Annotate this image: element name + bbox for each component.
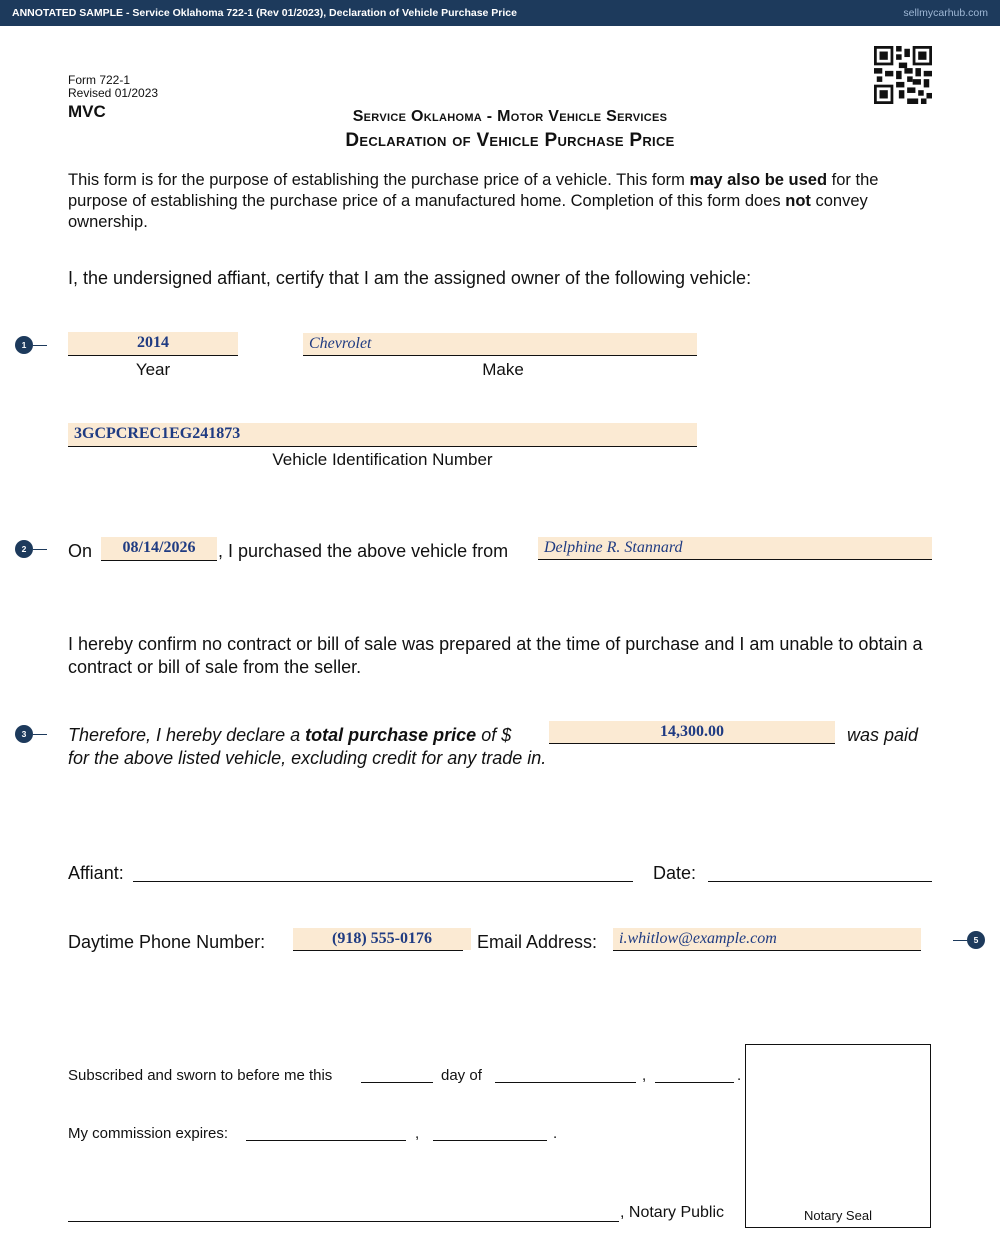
- seller-underline: [538, 559, 932, 560]
- purchase-price-field[interactable]: 14,300.00: [549, 721, 835, 743]
- affiant-label: Affiant:: [68, 863, 124, 883]
- commission-date-line[interactable]: [246, 1140, 406, 1141]
- year-label: Year: [135, 360, 171, 379]
- phone-field[interactable]: (918) 555-0176: [293, 928, 471, 950]
- marker-1-leader: [33, 345, 47, 346]
- commission-period: .: [553, 1125, 558, 1142]
- phone-underline: [293, 950, 463, 951]
- commission-year-line[interactable]: [433, 1140, 547, 1141]
- form-number: Form 722-1: [68, 73, 131, 87]
- signature-date-line[interactable]: [708, 881, 932, 882]
- sworn-day-line[interactable]: [361, 1082, 433, 1083]
- sworn-year-line[interactable]: [655, 1082, 734, 1083]
- email-label: Email Address:: [477, 932, 598, 952]
- notary-public-label: , Notary Public: [620, 1204, 725, 1221]
- make-field[interactable]: Chevrolet: [303, 333, 697, 355]
- date-underline: [101, 560, 217, 561]
- form-revised: Revised 01/2023: [68, 86, 159, 100]
- affiant-signature-line[interactable]: [133, 881, 633, 882]
- confirmation-statement: I hereby confirm no contract or bill of sale was prepared at the time of purchase and I am unable to obtain a contract or bill of sale from the seller.: [68, 634, 923, 677]
- vin-underline: [68, 446, 697, 447]
- commission-comma: ,: [415, 1125, 420, 1142]
- sworn-comma: ,: [642, 1067, 647, 1084]
- declaration-line-2: for the above listed vehicle, excluding credit for any trade in.: [68, 748, 547, 768]
- marker-3-leader: [33, 734, 47, 735]
- annotation-banner: [0, 0, 1000, 26]
- certify-statement: I, the undersigned affiant, certify that I am the assigned owner of the following vehicle:: [68, 268, 752, 288]
- notary-signature-line[interactable]: [68, 1221, 619, 1222]
- intro-paragraph: This form is for the purpose of establishing the purchase price of a vehicle. This form may also be used for the purpose of establishing the purchase price of a manufactured home. Completion of this form does not convey ownership.: [68, 171, 879, 231]
- was-paid-label: was paid: [847, 725, 919, 745]
- sworn-month-line[interactable]: [495, 1082, 636, 1083]
- phone-label: Daytime Phone Number:: [68, 932, 266, 952]
- annotation-marker-3: 3: [15, 725, 33, 743]
- on-label: On: [68, 541, 93, 561]
- vin-field[interactable]: 3GCPCREC1EG241873: [68, 423, 697, 446]
- price-underline: [549, 743, 835, 744]
- annotation-marker-2: 2: [15, 540, 33, 558]
- form-title: Declaration of Vehicle Purchase Price: [345, 130, 675, 151]
- commission-expires-text: My commission expires:: [68, 1125, 229, 1142]
- year-field[interactable]: 2014: [68, 332, 238, 355]
- purchased-from-label: , I purchased the above vehicle from: [218, 541, 509, 561]
- banner-title: ANNOTATED SAMPLE - Service Oklahoma 722-1 (Rev 01/2023), Declaration of Vehicle Purchase Price: [12, 7, 517, 19]
- annotation-marker-1: 1: [15, 336, 33, 354]
- year-underline: [68, 355, 238, 356]
- email-underline: [613, 950, 921, 951]
- email-field[interactable]: i.whitlow@example.com: [613, 928, 921, 950]
- notary-seal-label: Notary Seal: [804, 1208, 872, 1223]
- vin-label: Vehicle Identification Number: [272, 450, 493, 469]
- agency-title: Service Oklahoma - Motor Vehicle Services: [352, 108, 668, 125]
- purchase-date-field[interactable]: 08/14/2026: [101, 537, 217, 560]
- marker-5-leader: [953, 940, 967, 941]
- seller-name-field[interactable]: Delphine R. Stannard: [538, 537, 932, 559]
- banner-site: sellmycarhub.com: [903, 7, 988, 19]
- day-of-text: day of: [441, 1067, 482, 1084]
- sworn-text: Subscribed and sworn to before me this: [68, 1067, 333, 1084]
- make-underline: [303, 355, 697, 356]
- sworn-period: .: [737, 1067, 742, 1084]
- division-code: MVC: [68, 102, 106, 121]
- marker-2-leader: [33, 549, 47, 550]
- notary-seal-box: [745, 1044, 931, 1228]
- declaration-line-1: Therefore, I hereby declare a total purchase price of $: [68, 725, 512, 745]
- signature-date-label: Date:: [653, 863, 697, 883]
- qr-code-icon: [874, 46, 932, 104]
- make-label: Make: [482, 360, 524, 379]
- annotation-marker-5: 5: [967, 931, 985, 949]
